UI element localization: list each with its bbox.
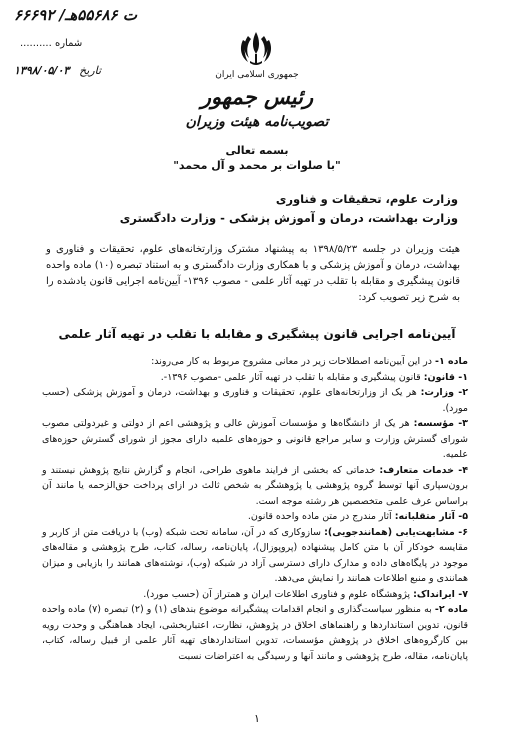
article-text: هر یک از وزارتخانه‌های علوم، تحقیقات و فناوری و بهداشت، درمان و آموزش پزشکی (حسب مورد). <box>42 387 468 414</box>
article-title: ۱- قانون: <box>423 371 468 383</box>
article-title: ۴- خدمات متعارف: <box>379 464 469 476</box>
recipient-line: وزارت علوم، تحقیقات و فناوری <box>275 192 458 206</box>
article-title: ۷- ایرانداک: <box>413 588 468 600</box>
reference-number-value: ۶۶۶۹۲ /ت ۵۵۶۸۶هـ <box>14 6 137 24</box>
bismillah: بسمه تعالی <box>225 144 289 157</box>
article-item <box>42 509 468 525</box>
iran-emblem-icon <box>239 30 273 66</box>
article-title: ۶- مشابهت‌یابی (همانندجویی): <box>324 526 468 538</box>
article-item <box>42 354 468 370</box>
regulation-title: آیین‌نامه اجرایی قانون پیشگیری و مقابله با تقلب در تهیه آثار علمی <box>58 327 456 341</box>
article-text: سازوکاری که در آن، سامانه تحت شبکه (وب) با دریافت متن از کاربر و مقایسه خودکار آن با متن کامل پیشنهاده (پروپوزال)، پایان‌نامه، رساله، کتاب، طرح پژوهشی و مقاله‌های موجود در پایگاه‌های داده و مدارک دارای دسترسی آزاد در شبکه (وب)، نوشته‌های همانند را بازیابی و میزان همانندی و منبع اطلاعات همانند را نمایش می‌دهد. <box>42 526 468 584</box>
intro-paragraph: هیئت وزیران در جلسه ۱۳۹۸/۵/۲۳ به پیشنهاد مشترک وزارتخانه‌های علوم، تحقیقات و فناوری و بهداشت، درمان و آموزش پزشکی و با همکاری وزارت دادگستری و به استناد تبصره (۱۰) ماده واحده قانون پیشگیری و مقابله با تقلب در تهیه آثار علمی - مصوب ۱۳۹۶- آیین‌نامه اجرایی قانون یادشده را به شرح زیر تصویب کرد: <box>46 244 460 303</box>
number-field <box>20 38 82 49</box>
article-item <box>42 587 468 603</box>
page-number: ۱ <box>254 712 260 725</box>
article-title: ماده ۲- <box>434 604 468 615</box>
approval-heading: تصویب‌نامه هیئت وزیران <box>185 114 329 130</box>
article-text: به منظور سیاست‌گذاری و انجام اقدامات پیشگیرانه موضوع بندهای (۱) و (۲) تبصره (۷) ماده واحده قانون، تدوین استانداردها و راهنماهای اخلاق در پژوهش، نظارت، اعتباربخشی، ایجاد هماهنگی و وحدت رویه بین کارگروه‌های اخلاق در پژوهش مؤسسات، تدوین استانداردهای تهیه آثار علمی از قبیل رساله، کتاب، پایان‌نامه، مقاله، طرح پژوهشی و مانند آنها و رسیدگی به اعتراضات نسبت <box>42 604 468 662</box>
reference-number <box>14 6 137 24</box>
article-text: آثار مندرج در متن ماده واحده قانون. <box>247 511 395 522</box>
article-item <box>42 385 468 416</box>
article-title: ماده ۱- <box>434 356 468 367</box>
country-name: جمهوری اسلامی ایران <box>215 70 299 80</box>
article-item <box>42 463 468 510</box>
article-item <box>42 525 468 587</box>
article-item <box>42 602 468 664</box>
office-title: رئیس جمهور <box>200 84 314 109</box>
date-label: تاریخ <box>79 64 102 77</box>
article-text: پژوهشگاه علوم و فناوری اطلاعات ایران و همتراز آن (حسب مورد). <box>143 588 414 600</box>
article-text: هر یک از دانشگاه‌ها و مؤسسات آموزش عالی و پژوهشی اعم از دولتی و غیردولتی مصوب شورای گسترش وزارت و سایر مراجع قانونی و حوزه‌های علمیه دارای مجوز از شورای گسترش حوزه‌های علمیه. <box>42 418 468 460</box>
article-text: قانون پیشگیری و مقابله با تقلب در تهیه آثار علمی -مصوب ۱۳۹۶-. <box>160 371 424 383</box>
number-label: شماره <box>54 38 83 49</box>
articles-body <box>42 354 468 664</box>
article-title: ۳- مؤسسه: <box>413 418 468 429</box>
salavat-line: "با صلوات بر محمد و آل محمد" <box>173 159 341 172</box>
article-text: در این آیین‌نامه اصطلاحات زیر در معانی مشروح مربوط به کار می‌روند: <box>151 356 435 367</box>
number-dots: .......... <box>20 38 52 49</box>
article-text: خدماتی که بخشی از فرایند ماهوی طراحی، انجام و گزارش نتایج پژوهش نیستند و برون‌سپاری آنها توسط گروه پژوهشی یا پژوهشگر به شخص ثالث در ازای پرداخت حق‌الزحمه یا مانند آن براساس عرف علمی متخصصین هر رشته موجه است. <box>42 464 468 507</box>
article-title: ۵- آثار متقلبانه: <box>394 511 468 522</box>
article-title: ۲- وزارت: <box>420 387 468 398</box>
date-value: ۱۳۹۸/۰۵/۰۳ <box>14 64 70 77</box>
article-item <box>42 416 468 463</box>
article-item <box>42 370 468 386</box>
recipients-block <box>120 190 458 228</box>
recipient-line: وزارت بهداشت، درمان و آموزش پزشکی - وزارت دادگستری <box>119 211 458 225</box>
